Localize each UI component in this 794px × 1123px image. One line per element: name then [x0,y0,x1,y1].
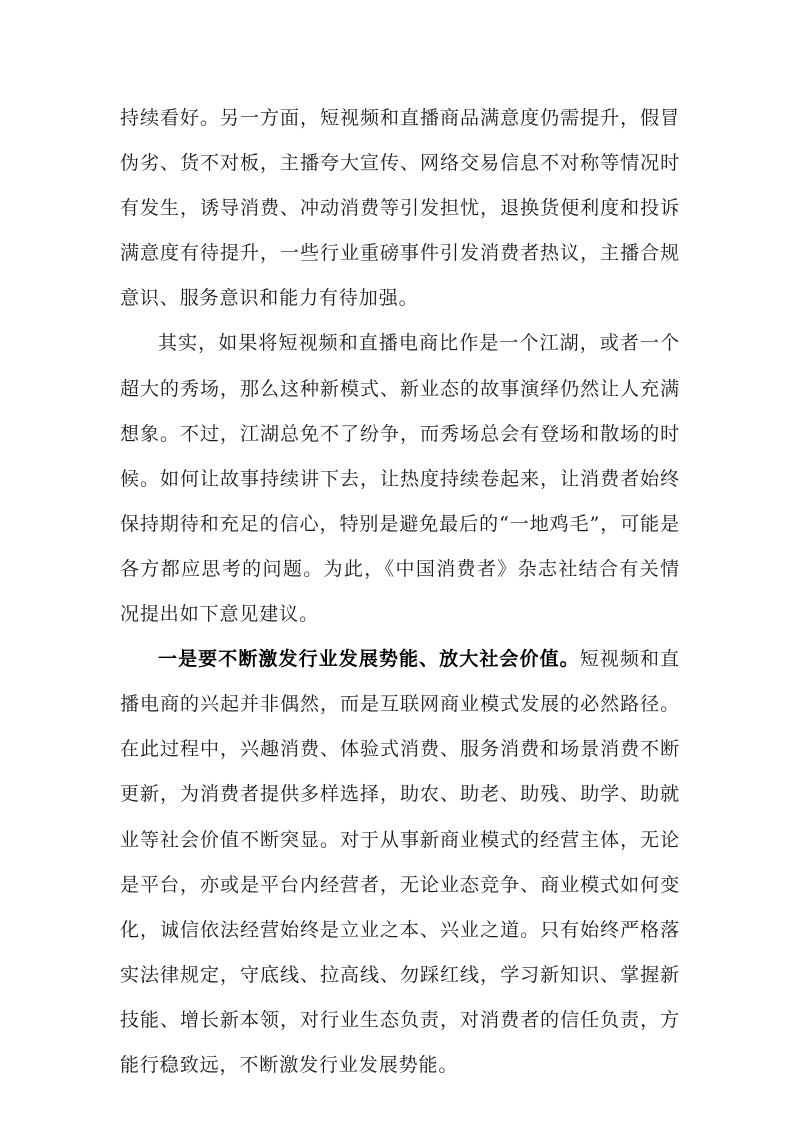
paragraph-analogy [120,321,680,637]
document-body [120,96,680,1088]
paragraph-continuation [120,96,680,321]
paragraph-text: 短视频和直播电商的兴起并非偶然，而是互联网商业模式发展的必然路径。在此过程中，兴趣消费、体验式消费、服务消费和场景消费不断更新，为消费者提供多样选择，助农、助老、助残、助学、助就业等社会价值不断突显。对于从事新商业模式的经营主体，无论是平台，亦或是平台内经营者，无论业态竞争、商业模式如何变化，诚信依法经营始终是立业之本、兴业之道。只有始终严格落实法律规定，守底线、拉高线、勿踩红线，学习新知识、掌握新技能、增长新本领，对行业生态负责，对消费者的信任负责，方能行稳致远，不断激发行业发展势能。 [120,648,680,1076]
paragraph-text: 其实，如果将短视频和直播电商比作是一个江湖，或者一个超大的秀场，那么这种新模式、新业态的故事演绎仍然让人充满想象。不过，江湖总免不了纷争，而秀场总会有登场和散场的时候。如何让故事持续讲下去，让热度持续卷起来，让消费者始终保持期待和充足的信心，特别是避免最后的“一地鸡毛”，可能是各方都应思考的问题。为此，《中国消费者》杂志社结合有关情况提出如下意见建议。 [120,332,680,626]
paragraph-lead-heading: 一是要不断激发行业发展势能、放大社会价值。 [158,648,580,671]
paragraph-text: 持续看好。另一方面，短视频和直播商品满意度仍需提升，假冒伪劣、货不对板，主播夸大宣传、网络交易信息不对称等情况时有发生，诱导消费、冲动消费等引发担忧，退换货便利度和投诉满意度有待提升，一些行业重磅事件引发消费者热议，主播合规意识、服务意识和能力有待加强。 [120,107,680,310]
paragraph-recommendation-one [120,637,680,1088]
